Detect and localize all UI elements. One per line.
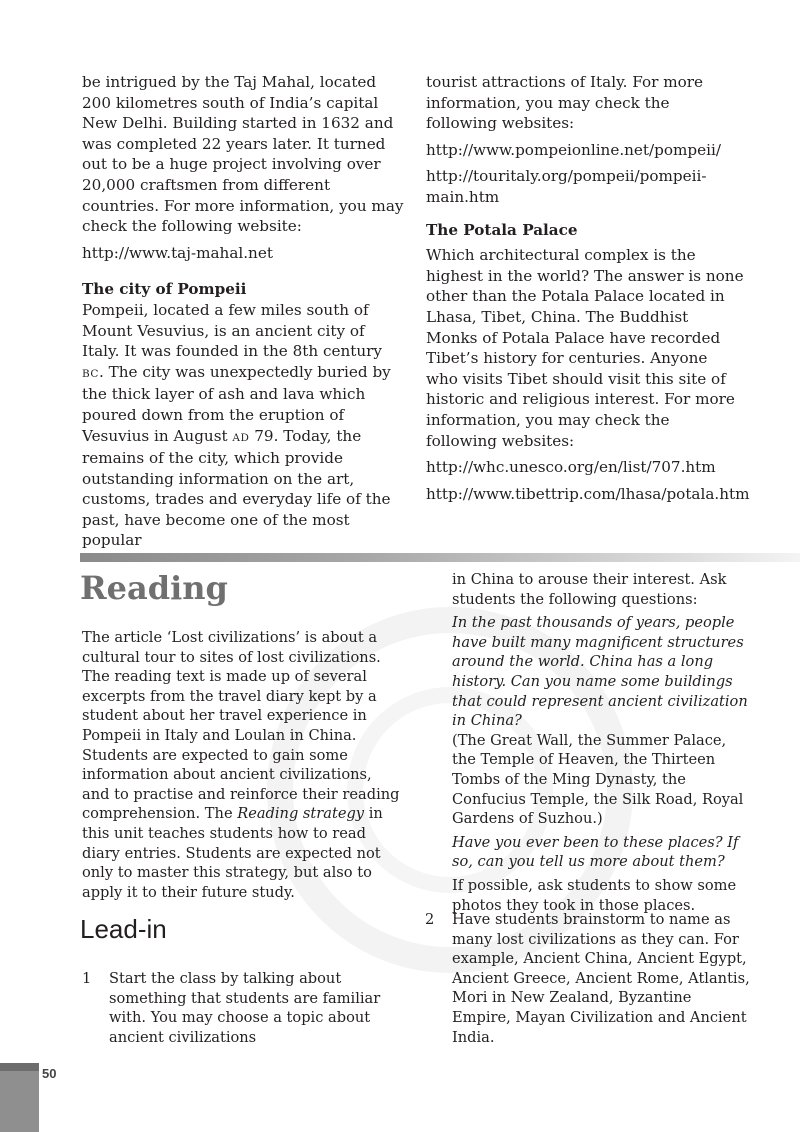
reading-intro: [82, 628, 400, 902]
pompeii-paragraph: [82, 300, 404, 551]
question-2: Have you ever been to these places? If so, can you tell us more about them?: [452, 833, 739, 871]
pompeii-ad: AD: [232, 431, 250, 444]
potala-url-1[interactable]: http://whc.unesco.org/en/list/707.htm: [426, 458, 716, 477]
reading-text-2: in this unit teaches students how to read diary entries. Students are expected not only to master this strategy, but also to apply it to their future study.: [82, 805, 383, 901]
section-divider: [80, 553, 800, 562]
taj-mahal-url[interactable]: http://www.taj-mahal.net: [82, 243, 273, 262]
page-tab: [0, 1063, 39, 1132]
leadin-item-2: [425, 910, 752, 1047]
answer-1: (The Great Wall, the Summer Palace, the Temple of Heaven, the Thirteen Tombs of the Ming Dynasty, the Confucius Temple, the Silk Road, Royal Gardens of Suzhou.): [452, 731, 744, 828]
leadin-item-1-number: 1: [82, 970, 92, 987]
leadin-item-2-number: 2: [425, 911, 435, 928]
potala-title: The Potala Palace: [426, 220, 578, 239]
pompeii-title: The city of Pompeii: [82, 280, 247, 299]
answer-2: If possible, ask students to show some photos they took in those places.: [452, 876, 737, 914]
page-tab-top: [0, 1063, 39, 1071]
taj-mahal-paragraph: be intrigued by the Taj Mahal, located 200 kilometres south of India’s capital New Delhi. Building started in 1632 and was completed 22 years later. It turned out to be a huge project involving over 20,000 craftsmen from different countries. For more information, you may check the following website:: [82, 73, 404, 236]
potala-url-2[interactable]: http://www.tibettrip.com/lhasa/potala.htm: [426, 484, 750, 503]
leadin-item-2-text: Have students brainstorm to name as many lost civilizations as they can. For example, Ancient China, Ancient Egypt, Ancient Greece, Ancient Rome, Atlantis, Mori in New Zealand, Byzantine Empire, Mayan Civilization and Ancient India.: [452, 911, 750, 1046]
bottom-right-column: [452, 570, 752, 915]
reading-text-1: The article ‘Lost civilizations’ is about a cultural tour to sites of lost civilizations. The reading text is made up of several excerpts from the travel diary kept by a student about her travel experience in Pompeii in Italy and Loulan in China. Students are expected to gain some information about ancient civilizations, and to practise and reinforce their reading comprehension. The: [82, 629, 400, 823]
reading-paragraph: [82, 628, 400, 902]
pompeii-text-2: . The city was unexpectedly buried by the thick layer of ash and lava which poured down from the eruption of Vesuvius in August: [82, 362, 391, 445]
reading-heading: Reading: [80, 569, 228, 607]
leadin-item-1-continuation: in China to arouse their interest. Ask students the following questions:: [452, 571, 727, 608]
pompeii-continuation: tourist attractions of Italy. For more information, you may check the following websites:: [426, 73, 704, 133]
leadin-item-1-text: Start the class by talking about something that students are familiar with. You may choose a topic about ancient civilizations: [109, 970, 381, 1046]
pompeii-url-1[interactable]: http://www.pompeionline.net/pompeii/: [426, 140, 721, 159]
potala-paragraph: Which architectural complex is the highest in the world? The answer is none other than the Potala Palace located in Lhasa, Tibet, China. The Buddhist Monks of Potala Palace have recorded Tibet’s history for centuries. Anyone who visits Tibet should visit this site of historic and religious interest. For more information, you may check the following websites:: [426, 246, 744, 450]
pompeii-text-1: Pompeii, located a few miles south of Mount Vesuvius, is an ancient city of Italy. It was founded in the 8th century: [82, 300, 382, 361]
top-left-column: [82, 72, 404, 551]
pompeii-bc: BC: [82, 367, 99, 380]
leadin-item-1: [82, 969, 401, 1047]
leadin-heading: Lead-in: [80, 914, 167, 944]
question-1: In the past thousands of years, people have built many magnificent structures around the world. China has a long history. Can you name some buildings that could represent ancient civilization in China?: [452, 614, 748, 730]
pompeii-url-2[interactable]: http://touritaly.org/pompeii/pompeii-main.htm: [426, 167, 707, 206]
top-right-column: [426, 72, 750, 504]
page-number: 50: [42, 1066, 57, 1081]
reading-strategy-term: Reading strategy: [237, 805, 365, 823]
pompeii-text-3: 79. Today, the remains of the city, which provide outstanding information on the art, customs, trades and everyday life of the past, have become one of the most popular: [82, 426, 391, 550]
